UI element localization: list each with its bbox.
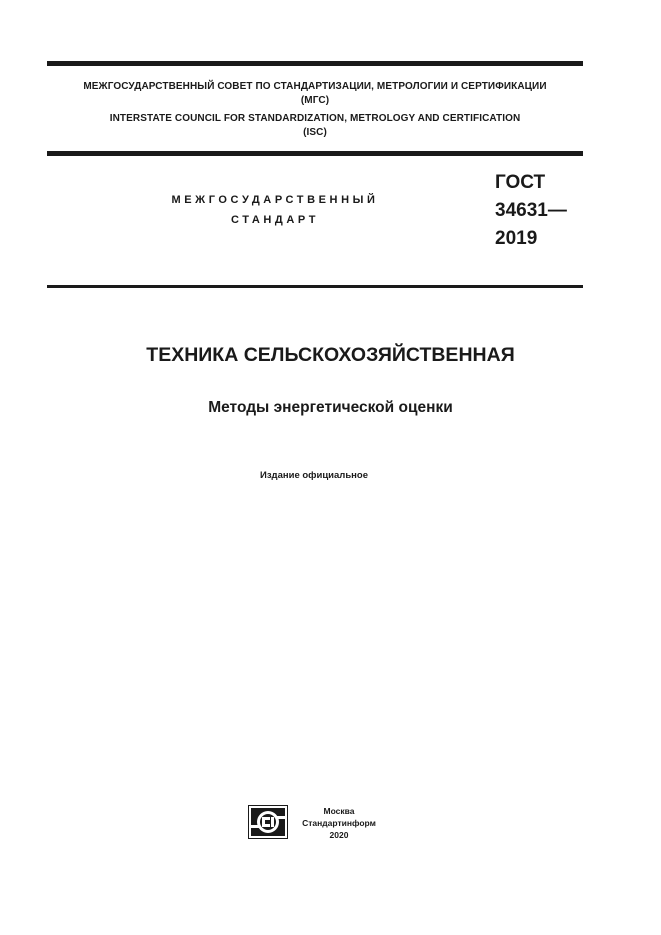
gost-number: 34631— — [495, 200, 567, 221]
top-rule — [47, 61, 583, 66]
gost-label: ГОСТ — [495, 172, 546, 193]
council-abbr-ru: (МГС) — [300, 95, 330, 106]
council-header — [47, 80, 583, 140]
publisher-city: Москва — [323, 806, 355, 816]
council-name-ru: МЕЖГОСУДАРСТВЕННЫЙ СОВЕТ ПО СТАНДАРТИЗАЦИИ, МЕТРОЛОГИИ И СЕРТИФИКАЦИИ — [83, 81, 547, 92]
standartinform-logo-icon — [248, 805, 288, 839]
standard-kind-line2: СТАНДАРТ — [230, 214, 320, 226]
gost-designation — [495, 169, 567, 253]
gost-year: 2019 — [495, 228, 538, 249]
document-title: ТЕХНИКА СЕЛЬСКОХОЗЯЙСТВЕННАЯ — [146, 344, 515, 366]
edition-note: Издание официальное — [260, 470, 368, 481]
standard-kind-line1: МЕЖГОСУДАРСТВЕННЫЙ — [171, 194, 379, 206]
publisher-year: 2020 — [329, 830, 349, 840]
publisher-name: Стандартинформ — [302, 818, 376, 828]
document-subtitle: Методы энергетической оценки — [208, 399, 453, 416]
council-name-en: INTERSTATE COUNCIL FOR STANDARDIZATION, METROLOGY AND CERTIFICATION — [109, 113, 521, 124]
publisher-block — [293, 805, 385, 841]
designation-rule — [47, 285, 583, 288]
standard-kind — [130, 190, 420, 230]
council-abbr-en: (ISC) — [303, 127, 327, 138]
header-bottom-rule — [47, 151, 583, 156]
